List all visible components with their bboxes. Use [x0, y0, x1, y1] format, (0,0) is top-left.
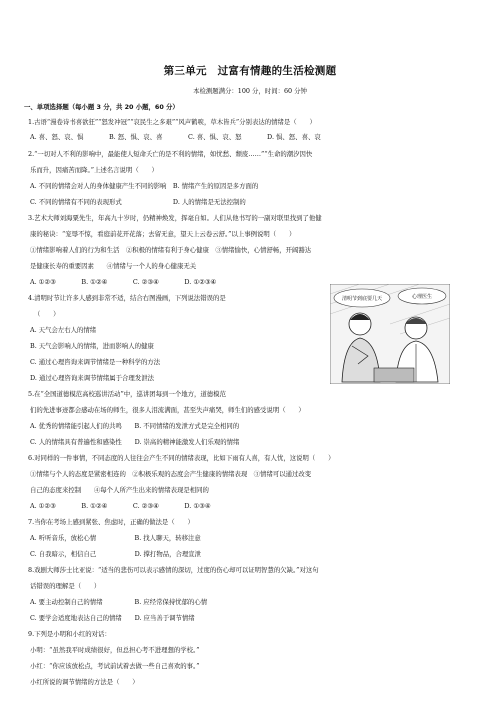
question-line: 小红：“你应该放松点，考试前试着去做一些自己喜欢的事。” — [30, 662, 200, 670]
question-line: A. 听听音乐，放松心情 B. 找人聊天，转移注意 — [30, 534, 201, 542]
question-line: C. 要学会适度地表达自己的情绪 D. 应当善于调节情绪 — [30, 614, 195, 622]
page-title: 第三单元 过富有情趣的生活检测题 — [163, 65, 337, 77]
question-line: 康的秘诀：“宠辱不惊，看庭前花开花落；去留无意，望天上云卷云舒。”以上事例说明（ ） — [30, 230, 296, 238]
question-line: A. 要主动控制自己的情绪 B. 应经常保持忧郁的心情 — [30, 598, 208, 606]
question-line: 乐而升，因痛苦而降。”上述名言说明（ ） — [30, 166, 158, 174]
question-line: ①情绪影响着人们的行为和生活 ②积极的情绪有利于身心健康 ③情绪愉快，心情舒畅，开阔豁达 — [30, 246, 312, 254]
question-line: 自己的态度来控制 ④每个人所产生出来的情绪表现是相同的 — [30, 486, 209, 494]
question-line: 话错误的理解是（ ） — [30, 582, 101, 590]
question-line: C. 自我暗示，相信自己 D. 撑打物品，合理宣泄 — [30, 550, 202, 558]
question-line: （ ） — [34, 310, 60, 318]
question-line: B. 天气会影响人的情绪，进而影响人的健康 — [30, 342, 154, 350]
question-line: 1.古语“漫卷诗书喜欲狂”“怒发冲冠”“哀民生之多艰”“风声鹤唳，草木皆兵”分别表达的情绪是（ ） — [28, 118, 316, 126]
question-line: C. 人的情绪具有普遍性和感染性 D. 崇高的精神能激发人们乐观的情绪 — [30, 438, 240, 446]
question-line: 9.下列是小明和小红的对话： — [28, 630, 111, 638]
section-heading: 一、单项选择题（每小题 3 分，共 20 小题，60 分） — [24, 103, 179, 111]
question-line: 3.艺术大师刘海粟先生，年高九十岁时，仍精神焕发，挥毫自如。人们从他书写的一副对联里找到了他健 — [28, 214, 322, 222]
question-line: ①情绪与个人的态度是紧密相连的 ②积极乐观的态度会产生健康的情绪表现 ③情绪可以通过改变 — [30, 470, 312, 478]
question-line: 小红所说的调节情绪的方法是（ ） — [30, 678, 139, 686]
cartoon-illustration — [330, 284, 450, 384]
cartoon-bubble-text-1: 清明节到底要几天 — [341, 296, 383, 302]
exam-info: 本检测题满分：100 分，时间：60 分钟 — [193, 87, 307, 95]
question-line: 2.“一切对人不利的影响中，最能使人短命夭亡的是不利的情绪，如忧愁、颓废……”“生命的潮汐因快 — [28, 150, 313, 158]
question-line: 们的先进事迹都会感动在场的师生，很多人泪流满面，甚至失声痛哭，师生们的感受说明（ ） — [30, 406, 305, 414]
question-line: 是健康长寿的重要因素 ④情绪与一个人的身心健康无关 — [30, 262, 197, 270]
cartoon-bubble-text-2: 心理医生 — [411, 294, 433, 300]
question-line: A. 不同的情绪会对人的身体健康产生不同的影响 B. 情绪产生的原因是多方面的 — [30, 182, 259, 190]
cartoon-drawing — [330, 284, 450, 384]
question-line: 6.对同样的一件事情，不同态度的人往往会产生不同的情绪表现，比如下雨有人喜，有人忧，这说明（ ） — [28, 454, 335, 462]
question-line: 8.戏剧大师莎士比亚说：“适当的悲伤可以表示感情的深切，过度的伤心却可以证明智慧的欠缺。”对这句 — [28, 566, 319, 574]
question-line: 5.在“全国道德模范高校巡讲活动”中，巡讲团每到一个地方，道德模范 — [28, 390, 226, 398]
question-line: A. ①②③ B. ①②④ C. ②③④ D. ①②③④ — [30, 278, 217, 286]
question-line: A. 喜、怒、哀、惧 B. 怒、惧、哀、喜 C. 喜、惧、哀、怒 D. 惧、怒、喜、哀 — [30, 133, 321, 141]
question-line: D. 通过心理咨询来调节情绪属于合理发泄法 — [30, 374, 154, 382]
question-line: C. 不同的情绪有不同的表现形式 D. 人的情绪是无法控制的 — [30, 198, 246, 206]
question-line: 小明：“虽然我平时成绩很好，但总担心考不进理想的学校。” — [30, 646, 200, 654]
question-line: 4.清明时节让许多人感到非常不适，结合右图漫画，下列说法错误的是 — [28, 294, 226, 302]
question-line: A. ①②③ B. ①②④ C. ②③④ D. ①③④ — [30, 502, 211, 510]
question-line: A. 优秀的情绪能引起人们的共鸣 B. 不同情绪的发泄方式是完全相同的 — [30, 422, 240, 430]
question-line: 7.当你在考场上感到紧张、焦虑时，正确的做法是（ ） — [28, 518, 194, 526]
question-line: C. 通过心理咨询来调节情绪是一种科学的方法 — [30, 358, 161, 366]
question-line: A. 天气会左右人的情绪 — [30, 326, 97, 334]
